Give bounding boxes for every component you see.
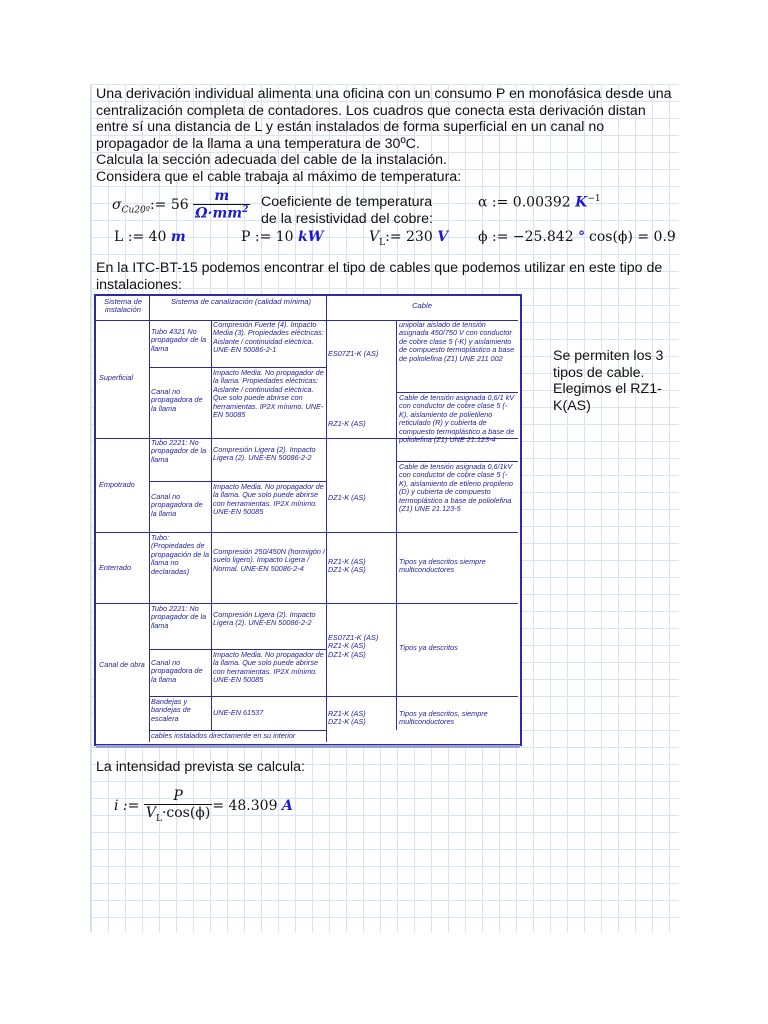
sistema-enterrado: Enterrado	[99, 564, 132, 572]
intro-line-4: propagador de la llama a una temperatura de 30ºC.	[96, 135, 420, 152]
req-row-1: Compresión Fuerte (4). Impacto Media (3). Propiedades eléctricas: Aislante / continuidad eléctrica. UNE-EN 50086-2-1	[213, 321, 324, 355]
header-canalizacion: Sistema de canalización (calidad mínima)	[170, 298, 312, 306]
itc-paragraph: En la ITC-BT-15 podemos encontrar el tipo de cables que podemos utilizar en este tipo de instalaciones:	[96, 260, 663, 293]
header-sistema: Sistema de instalación	[104, 298, 142, 315]
intro-line-6: Considera que el cable trabaja al máximo de temperatura:	[96, 168, 462, 185]
intro-line-1: Una derivación individual alimenta una oficina con un consumo P en monofásica desde una	[96, 86, 672, 102]
cable-desc-6: Tipos ya descritos, siempre multiconductores	[399, 710, 488, 727]
coef-text: Coeficiente de temperatura de la resistividad del cobre:	[261, 194, 433, 227]
cable-code-2: RZ1-K (AS)	[328, 420, 366, 428]
cable-code-4: RZ1-K (AS) DZ1-K (AS)	[328, 558, 366, 575]
VL-definition: $V_L:= 230$ V	[369, 229, 449, 248]
req-row-4: Impacto Media. No propagador de la llama. Que solo puede abrirse con herramientas. IP2X mínimo. UNE-EN 50085	[213, 483, 324, 517]
req-row-5: Compresión 250/450N (hormigón / suelo ligero). Impacto Ligera / Normal. UNE-EN 50086-2-4	[213, 548, 325, 573]
cable-desc-1: unipolar aislado de tensión asignada 450/750 V con conductor de cobre clase 5 (-K) y aislamiento de compuesto termoplástico a base de poliolefina (Z1) UNE 211 002	[399, 321, 515, 363]
req-row-2: Impacto Media. No propagador de la llama. Propiedades eléctricas: Aislante / continuidad eléctrica. Que solo puede abrirse con herramientas. IP2X mínimo. UNE-EN 50085	[213, 369, 324, 420]
phi-definition: ϕ := −25.842 °	[478, 229, 586, 245]
intro-line-3: entre sí una distancia de L y están instalados de forma superficial en un canal no	[96, 119, 605, 136]
intensity-label: La intensidad prevista se calcula:	[96, 759, 305, 775]
cable-code-3: DZ1-K (AS)	[328, 494, 366, 502]
canal-row-3: Tubo 2221: No propagador de la llama	[151, 439, 207, 464]
req-row-7: Impacto Media. No propagador de la llama. Que solo puede abrirse con herramientas. IP2X mínimo. UNE-EN 50085	[213, 651, 324, 685]
intensity-formula: i := $\frac{P}{V_L\cdot\cos(\phi)}$ = 48.309 A	[114, 788, 293, 824]
sigma-unit-fraction: $\frac{m}{\Omega\cdot mm^2}$	[195, 188, 249, 222]
cable-desc-3: Cable de tensión asignada 0,6/1kV con conductor de cobre clase 5 (-K), aislamiento de etileno propileno (D) y cubierta de compuesto termoplástico a base de poliolefina (Z1) UNE 21.123-5	[399, 463, 513, 514]
intro-line-5: Calcula la sección adecuada del cable de la instalación.	[96, 152, 447, 169]
itc-bt-15-table	[94, 294, 522, 746]
intro-paragraph	[96, 86, 674, 186]
canal-row-5: Tubo: (Propiedades de propagación de la llama no declaradas)	[151, 534, 210, 576]
canal-row-1: Tubo 4321 No propagador de la llama	[151, 328, 207, 353]
sistema-superficial: Superficial	[99, 374, 134, 382]
bottom-row-note: cables instalados directamente en su interior	[151, 732, 296, 740]
cable-code-5: ES07Z1-K (AS) RZ1-K (AS) DZ1-K (AS)	[328, 634, 379, 659]
intensity-fraction: $\frac{P}{V_L\cdot\cos(\phi)}$	[145, 788, 211, 824]
P-definition: P := 10 kW	[241, 229, 324, 245]
cable-desc-4: Tipos ya descritos siempre multiconductores	[399, 558, 486, 575]
cable-desc-2: Cable de tensión asignada 0,6/1 kV con conductor de cobre clase 5 (-K), aislamiento de polietileno reticulado (R) y cubierta de compuesto termoplástico a base de poliolefina (Z1) UNE 21.123-4	[399, 394, 515, 445]
header-cable: Cable	[412, 302, 432, 310]
req-row-3: Compresión Ligera (2). Impacto Ligera (2). UNE-EN 50086-2-2	[213, 446, 316, 463]
canal-row-8: Bandejas y bandejas de escalera	[151, 698, 191, 723]
sistema-empotrado: Empotrado	[99, 481, 135, 489]
intro-line-2: centralización completa de contadores. Los cuadros que conecta esta derivación distan	[96, 102, 646, 119]
canal-row-4: Canal no propagadora de la llama	[151, 493, 203, 518]
cable-code-1: ES07Z1-K (AS)	[328, 350, 379, 358]
side-note: Se permiten los 3 tipos de cable. Elegimos el RZ1-K(AS)	[553, 348, 664, 414]
canal-row-6: Tubo 2221: No propagador de la llama	[151, 605, 207, 630]
cable-desc-5: Tipos ya descritos	[399, 644, 458, 652]
req-row-8: UNE-EN 61537	[213, 709, 264, 717]
canal-row-7: Canal no propagadora de la llama	[151, 659, 203, 684]
cos-phi-result: cos(ϕ) = 0.9	[589, 229, 676, 245]
L-definition: L := 40 m	[114, 229, 186, 245]
canal-row-2: Canal no propagadora de la llama	[151, 388, 203, 413]
sigma-definition: $\sigma_{Cu20º}:= 56$ $\frac{m}{\Omega\cdot mm^2}$	[112, 188, 249, 222]
req-row-6: Compresión Ligera (2). Impacto Ligera (2). UNE-EN 50086-2-2	[213, 611, 316, 628]
sistema-canal-de-obra: Canal de obra	[99, 661, 145, 669]
alpha-definition: α := 0.00392 $K^{-1}$	[478, 194, 601, 211]
cable-code-6: RZ1-K (AS) DZ1-K (AS)	[328, 710, 366, 727]
